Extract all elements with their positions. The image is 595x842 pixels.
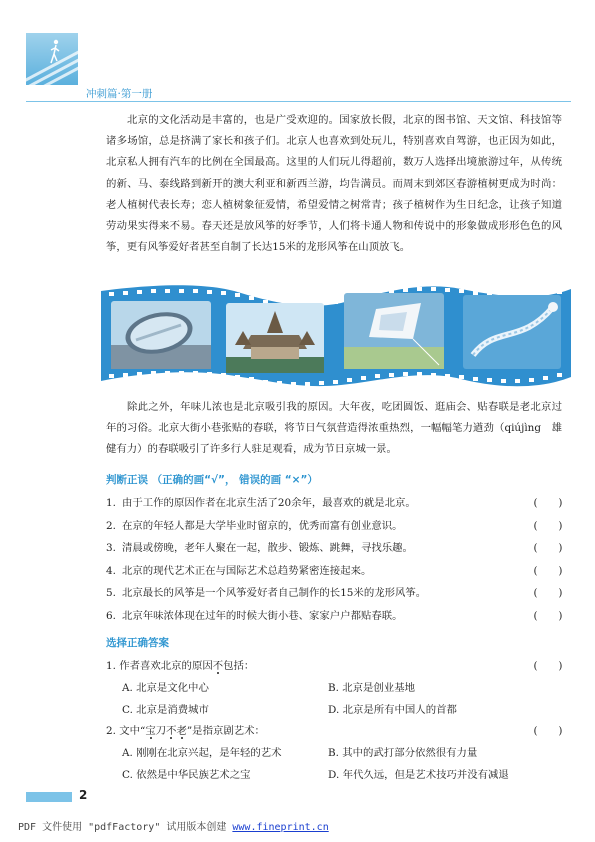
item-number: 6. — [106, 609, 116, 622]
question-text: 包括： — [223, 660, 255, 672]
answer-blank[interactable]: ( ) — [533, 564, 563, 577]
question-2 — [106, 721, 564, 741]
option-2b[interactable]: B. 其中的武打部分依然很有力量 — [328, 747, 478, 759]
photo-temple — [226, 303, 324, 373]
corner-illustration — [26, 33, 78, 85]
option-1c[interactable]: C. 北京是消费城市 — [122, 704, 209, 716]
paragraph-2: 除此之外，年味儿浓也是北京吸引我的原因。大年夜，吃团圆饭、逛庙会、贴春联是老北京过年的习俗。北京大街小巷张贴的春联，将节日气氛营造得浓重热烈，一幅幅笔力遒劲（qiújìng 雄健有力）的春联吸引了许多行人驻足观看，成为节日京城一景。 — [106, 401, 562, 456]
footer-bar — [26, 792, 72, 802]
answer-blank[interactable]: ( ) — [533, 542, 563, 555]
section-title-multiple-choice: 选择正确答案 — [106, 637, 169, 649]
watermark — [18, 818, 329, 833]
watermark-link[interactable]: www.fineprint.cn — [232, 822, 329, 833]
option-2c[interactable]: C. 依然是中华民族艺术之宝 — [122, 769, 251, 781]
answer-blank[interactable]: ( ) — [533, 609, 563, 622]
question-text: 刀 — [155, 725, 167, 737]
emphasis-char: 老 — [176, 725, 187, 737]
list-item — [106, 515, 564, 538]
item-text: 北京年味浓体现在过年的时候大街小巷、家家户户都贴春联。 — [122, 609, 403, 622]
emphasis-char: 不 — [212, 660, 224, 672]
header-divider — [26, 101, 571, 102]
list-item — [106, 582, 564, 605]
option-1a[interactable]: A. 北京是文化中心 — [122, 682, 209, 694]
option-2a[interactable]: A. 刚刚在北京兴起，是年轻的艺术 — [122, 747, 282, 759]
section-label: 冲刺篇·第一册 — [86, 88, 153, 100]
option-1d[interactable]: D. 北京是所有中国人的首都 — [328, 704, 457, 716]
option-1b[interactable]: B. 北京是创业基地 — [328, 682, 415, 694]
item-number: 5. — [106, 587, 116, 600]
section-title-true-false: 判断正误 （正确的画“√”， 错误的画 “×”） — [106, 474, 318, 486]
question-text: 1. 作者喜欢北京的原因 — [106, 660, 213, 672]
photo-dragon-kite — [463, 295, 561, 369]
photo-car-mirror — [111, 301, 211, 369]
true-false-list — [106, 492, 564, 628]
paragraph-1: 北京的文化活动是丰富的，也是广受欢迎的。国家放长假，北京的图书馆、天文馆、科技馆等诸多场馆，总是挤满了家长和孩子们。北京人也喜欢到处玩儿，特别喜欢自驾游，也正因为如此，北京私人拥有汽车的比例在全国最高。这里的人们玩儿得超前，数万人选择出境旅游过年，从传统的新、马、泰线路到新开的澳大利亚和新西兰游，均告满员。而周末到郊区春游植树更成为时尚：老人植树代表长寿；恋人植树象征爱情，希望爱情之树常青；孩子植树作为生日纪念，让孩子知道劳动果实得来不易。春天还是放风筝的好季节，人们将卡通人物和传说中的形象做成形形色色的风筝，更有风筝爱好者甚至自制了长达15米的龙形风筝在山顶放飞。 — [106, 114, 562, 254]
item-number: 2. — [106, 519, 116, 532]
item-text: 北京最长的风筝是一个风筝爱好者自己制作的长15米的龙形风筝。 — [122, 587, 427, 600]
answer-blank[interactable]: ( ) — [533, 587, 563, 600]
answer-blank[interactable]: ( ) — [533, 660, 563, 672]
question-1 — [106, 656, 564, 676]
list-item — [106, 537, 564, 560]
photo-kite — [344, 293, 444, 369]
emphasis-char: 不 — [166, 725, 177, 737]
runner-icon — [50, 39, 60, 67]
list-item — [106, 492, 564, 515]
item-text: 在京的年轻人都是大学毕业时留京的，优秀而富有创业意识。 — [122, 519, 403, 532]
item-number: 1. — [106, 497, 116, 509]
item-text: 北京的现代艺术正在与国际艺术总趋势紧密连接起来。 — [122, 564, 372, 577]
item-text: 由于工作的原因作者在北京生活了20余年，最喜欢的就是北京。 — [122, 497, 416, 509]
watermark-text: PDF 文件使用 "pdfFactory" 试用版本创建 — [18, 822, 233, 833]
answer-blank[interactable]: ( ) — [533, 519, 563, 532]
item-number: 4. — [106, 564, 116, 577]
page-number: 2 — [79, 788, 88, 802]
answer-blank[interactable]: ( ) — [533, 497, 563, 509]
question-text: ”是指京剧艺术： — [186, 725, 265, 737]
item-text: 清晨或傍晚，老年人聚在一起，散步、锻炼、跳舞，寻找乐趣。 — [122, 542, 413, 555]
answer-blank[interactable]: ( ) — [533, 725, 563, 737]
question-text: 2. 文中“ — [106, 725, 146, 737]
list-item — [106, 605, 564, 628]
list-item — [106, 560, 564, 583]
item-number: 3. — [106, 542, 116, 555]
film-strip-illustration — [101, 285, 571, 393]
option-2d[interactable]: D. 年代久远，但是艺术技巧并没有减退 — [328, 769, 509, 781]
emphasis-char: 宝 — [145, 725, 156, 737]
